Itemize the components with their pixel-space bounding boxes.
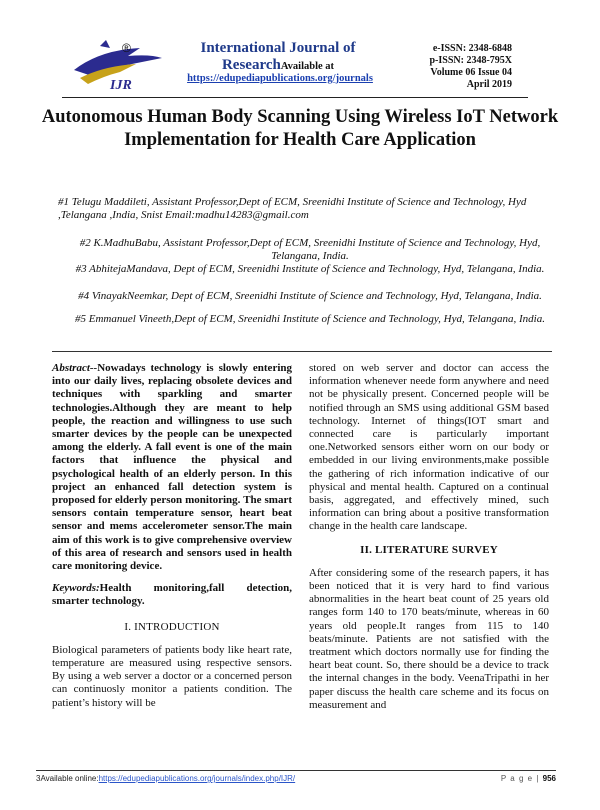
right-column — [309, 362, 549, 722]
journal-logo — [70, 40, 170, 92]
journal-name-line2: Research — [221, 57, 281, 73]
page-label: P a g e | — [500, 774, 540, 783]
available-at-label: Available at — [280, 61, 335, 72]
left-column — [52, 362, 292, 720]
logo-text: IJR — [110, 78, 132, 92]
author-4: #4 VinayakNeemkar, Dept of ECM, Sreenidhi Institute of Science and Technology, Hyd, Telangana, India. — [78, 290, 542, 302]
footer-page — [501, 774, 556, 783]
journal-name — [178, 40, 378, 75]
author-3: #3 AbhitejaMandava, Dept of ECM, Sreenidhi Institute of Science and Technology, Hyd, Telangana, India. — [75, 263, 545, 275]
issn-block — [402, 43, 512, 91]
issue-date: April 2019 — [466, 79, 512, 90]
abstract — [52, 362, 292, 573]
footer-url-link[interactable]: https://edupediapublications.org/journals/index.php/IJR/ — [98, 774, 296, 783]
author-2: #2 K.MadhuBabu, Assistant Professor,Dept of ECM, Sreenidhi Institute of Science and Technology, Hyd, Telangana, India. — [79, 237, 541, 262]
footer-available-online — [36, 774, 295, 783]
svg-text:®: ® — [122, 41, 131, 55]
author-1: #1 Telugu Maddileti, Assistant Professor,Dept of ECM, Sreenidhi Institute of Science and Technology, Hyd ,Telangana ,India, Snist Email:madhu14283@gmail.com — [58, 196, 527, 221]
p-issn: p-ISSN: 2348-795X — [429, 55, 512, 66]
paper-title: Autonomous Human Body Scanning Using Wireless IoT Network Implementation for Health Care Application — [41, 107, 559, 150]
volume-issue: Volume 06 Issue 04 — [430, 67, 512, 78]
section-divider — [52, 351, 552, 352]
abstract-lead: Abstract-- — [52, 362, 98, 374]
e-issn: e-ISSN: 2348-6848 — [432, 43, 512, 54]
abstract-text: Nowadays technology is slowly entering into our daily lives, replacing obsolete devices and techniques with sparkling and smarter technologies.Although they are meant to help people, the reaction and willingness to use such smarter devices by the people can be unexpected among the elderly. A fall event is one of the main factors that influence the physical and psychological health of an elderly person. In this project an enhanced fall detection system is proposed for elderly person monitoring. The smart sensors contain temperature sensor, heart beat sensor and mems accelerometer sensor.The main aim of this work is to give comprehensive overview of this area of research and sensors used in health care monitoring device. — [52, 362, 292, 573]
journal-url-link[interactable]: https://edupediapublications.org/journals — [187, 73, 373, 84]
keywords-text: Health monitoring,fall detection, smarter technology. — [52, 582, 292, 608]
footer-available-label: 3Available online: — [36, 774, 99, 783]
author-5: #5 Emmanuel Vineeth,Dept of ECM, Sreenidhi Institute of Science and Technology, Hyd, Telangana, India. — [75, 313, 545, 325]
journal-name-line1: International Journal of — [200, 40, 356, 56]
introduction-text: Biological parameters of patients body like heart rate, temperature are measured using respective sensors. By using a web server a doctor or a concerned person can continuosly monitor a patients condition. The patient’s history will be — [52, 643, 292, 709]
introduction-heading: I. INTRODUCTION — [124, 620, 220, 633]
page-number: 956 — [542, 774, 556, 783]
literature-survey-text: After considering some of the research papers, it has been noticed that it is very hard to find various abnormalities in the heart beat count of 25 years old ranges form 140 to 170 beats/minute, whereas in 60 years old people.It ranges from 115 to 140 beats/minute. Patients are not satisfied with the treatment which doctors normally use for finding the heart beat count. So, there should be a device to track the internal changes in the body. VeenaTripathi in her paper discuss the health care scheme and its focus on measurement and — [309, 566, 549, 711]
footer-divider — [36, 770, 556, 771]
header-divider — [62, 97, 528, 98]
keywords — [52, 582, 292, 608]
literature-survey-heading: II. LITERATURE SURVEY — [360, 543, 498, 556]
keywords-lead: Keywords: — [52, 582, 100, 595]
introduction-continued: stored on web server and doctor can access the information whenever neede form anywhere and need not be physically present. Concerned people will be notified through an SMS using additional GSM based technology. Internet of things(IOT smart and connected care is particularly important one.Networked sensors either worn on our body or embedded in our living environments,make possible the gathering of rich information indicative of our physical and mental health. Captured on a continual basis, aggregated, and effectively mined, such information can bring about a positive transformation change in the health care landscape. — [309, 362, 549, 533]
